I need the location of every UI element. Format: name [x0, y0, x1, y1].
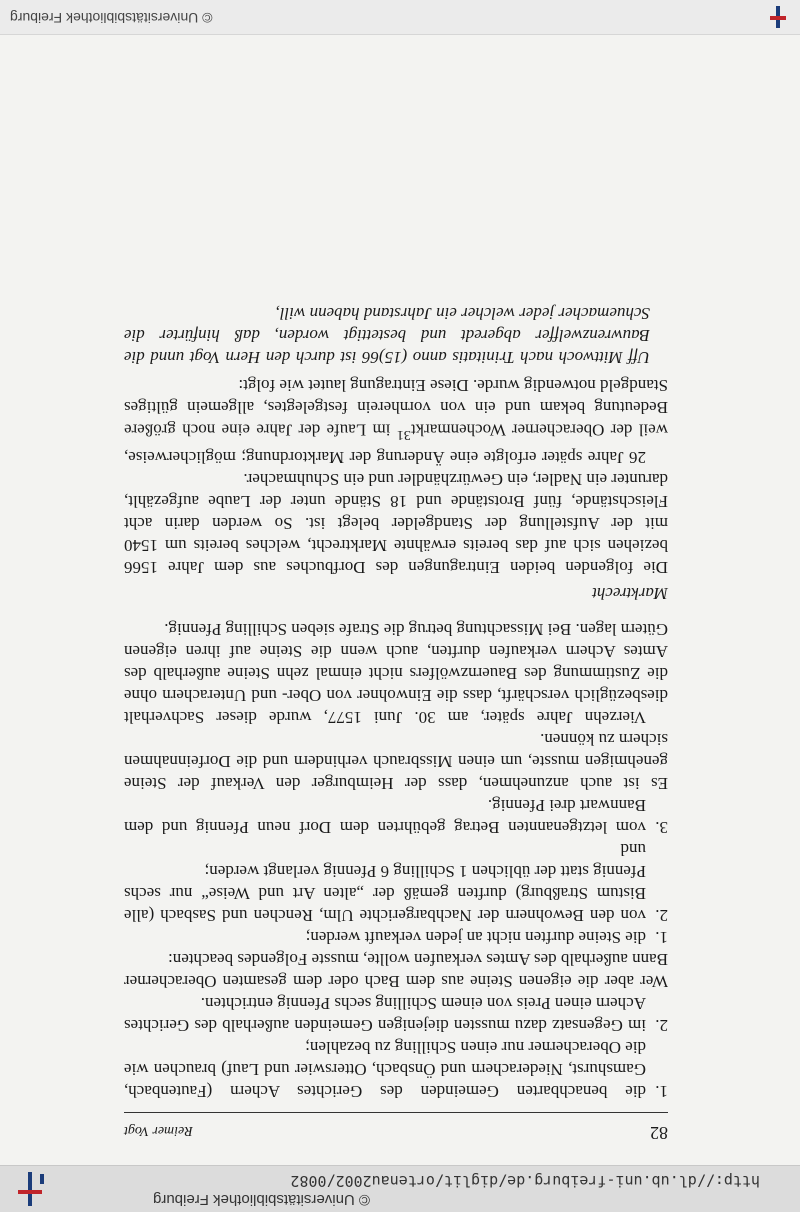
- list-item: 2. im Gegensatz dazu mussten diejenigen Gemeinden außerhalb des Gerichtes Achern einen Preis von einem Schilling sechs Pfennig entrichten.: [124, 994, 668, 1035]
- list-item: 2. von den Bewohnern der Nachbargerichte Ulm, Renchen und Sasbach (alle Bistum Straßburg) durften gemäß der „alten Art und Weise“ nur sechs Pfennig statt der üblichen 1 Schilling 6 Pfennig verlangt werden;: [124, 862, 668, 925]
- source-banner: [0, 1165, 800, 1212]
- library-credit: © Universitätsbibliothek Freiburg: [153, 1191, 370, 1208]
- list-item: 1. die benachbarten Gemeinden des Gerichtes Achern (Fautenbach, Gamshurst, Niederachern und Önsbach, Otterswier und Lauf) brauchen wie die Oberacherner nur einen Schilling zu bezahlen;: [124, 1038, 668, 1101]
- page-content: [124, 302, 668, 1144]
- list-item: 1. die Steine durften nicht an jeden verkauft werden;: [305, 928, 668, 947]
- library-credit: © Universitätsbibliothek Freiburg: [10, 10, 213, 26]
- list-item: 3. vom letztgenannten Betrag gebührten dem Dorf neun Pfennig und dem Bannwart drei Pfennig.: [124, 796, 668, 837]
- rules-list: [124, 860, 668, 948]
- library-logo-icon: [12, 1172, 48, 1206]
- library-logo-icon: [768, 6, 788, 28]
- footnote-ref[interactable]: 31: [396, 427, 411, 443]
- paragraph: Die folgenden beiden Eintragungen des Dorfbuches aus dem Jahre 1566 beziehen sich auf das bereits erwähnte Marktrecht, welches bereits um 1540 mit der Aufstellung der Standgelder belegt ist. So werden darin acht Fleischstände, fünf Brotstände und 18 Stände unter der Laube aufgezählt, darunter ein Nadler, ein Gewürzhändler und ein Schuhmacher.: [124, 470, 668, 577]
- running-head: Reimer Vogt: [124, 1123, 193, 1138]
- rules-list-continued: [124, 794, 668, 838]
- list-connector: und: [620, 840, 646, 859]
- footer-strip: [0, 0, 800, 35]
- fee-list: [124, 992, 668, 1102]
- paragraph: Vierzehn Jahre später, am 30. Juni 1577, wurde dieser Sachverhalt diesbezüglich verschärft, dass die Einwohner von Ober- und Unterachern ohne die Zustimmung des Bauernzwölfers nicht einmal zehn Steine außerhalb des Amtes Achern verkaufen durften, auch wenn die Steine auf ihren eigenen Gütern lagen. Bei Missachtung betrug die Strafe sieben Schilling Pfennig.: [124, 620, 668, 727]
- paragraph: Es ist auch anzunehmen, dass der Heimburger den Verkauf der Steine genehmigen musste, um einen Missbrauch verhindern und die Dorfeinnahmen sichern zu können.: [124, 730, 668, 793]
- paragraph: Wer aber die eigenen Steine aus dem Bach oder dem gesamten Oberacherner Bann außerhalb des Amtes verkaufen wollte, musste Folgendes beachten:: [124, 950, 668, 991]
- page-header: [124, 1112, 668, 1144]
- paragraph: 26 Jahre später erfolgte eine Änderung der Marktordnung; möglicherweise, weil der Oberacherner Wochenmarkt$^{31}$ im Laufe der Jahre eine noch größere Bedeutung bekam und ein von vornherein festgelegtes, allgemein gültiges Standgeld notwendig wurde. Diese Eintragung lautet wie folgt:: [124, 376, 668, 467]
- section-heading: Marktrecht: [592, 584, 668, 603]
- quotation: Uff Mittwoch nach Trinitatis anno (15)66 ist durch den Hern Vogt unnd die Bauwrenzwelffer abgeredt und bestettigt worden, daß hinfürter die Schuemacher jeder welcher ein Jahrstand habenn will,: [124, 304, 650, 368]
- source-url[interactable]: http://dl.ub.uni-freiburg.de/diglit/ortenau2002/0082: [290, 1172, 760, 1190]
- page-number: 82: [650, 1123, 668, 1143]
